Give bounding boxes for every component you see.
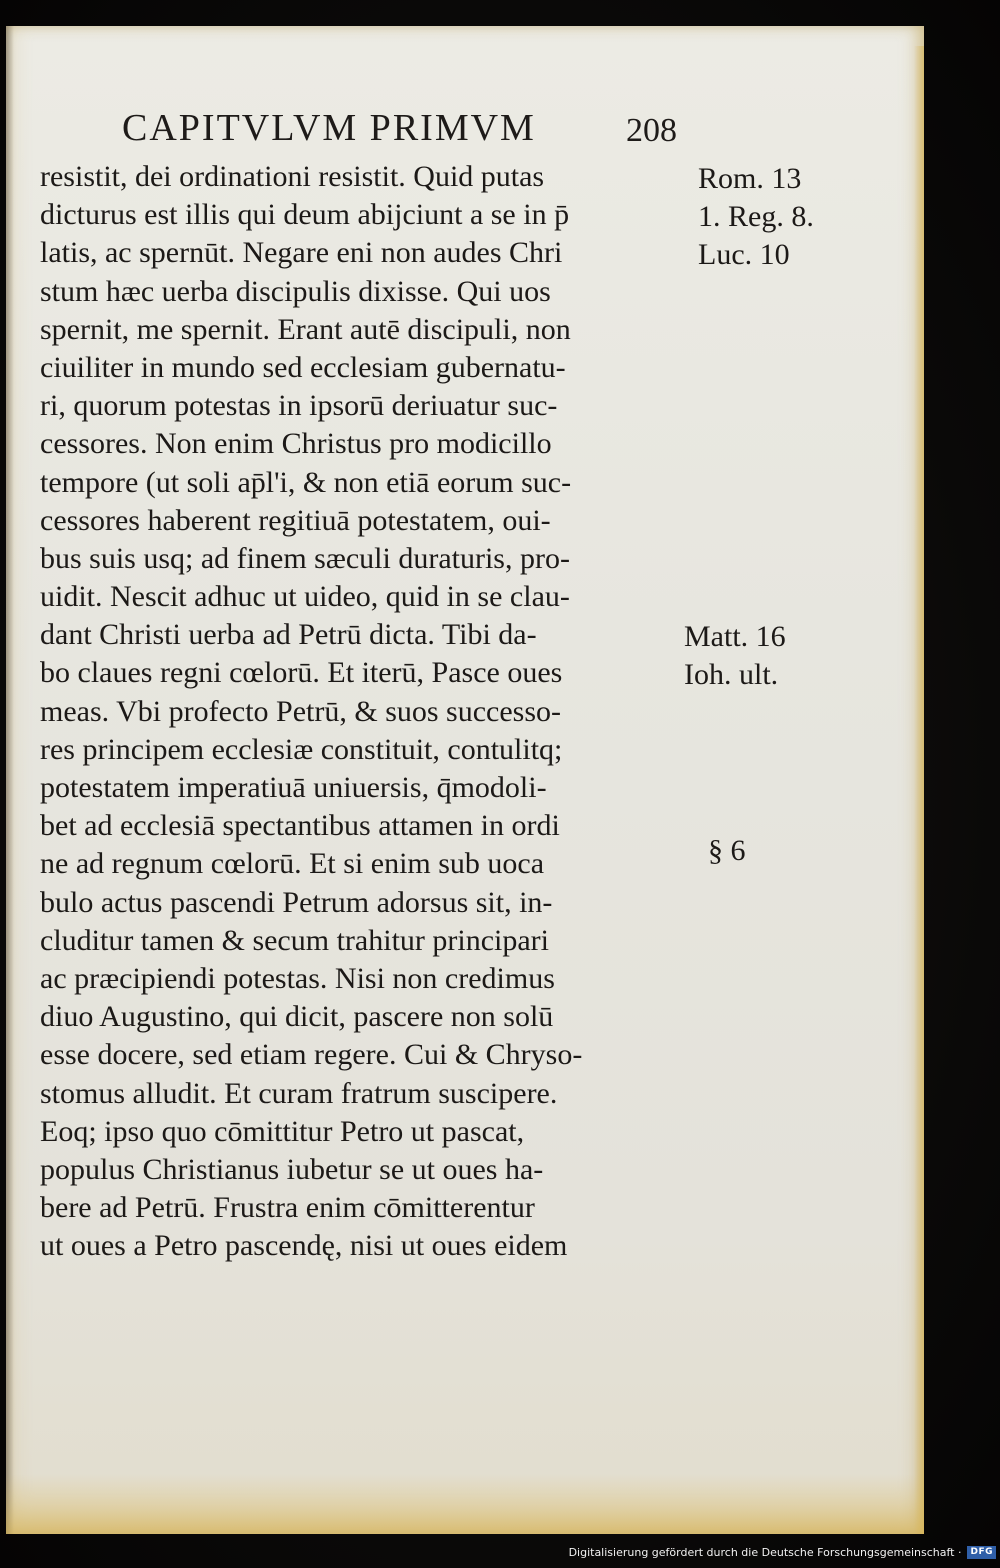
text-line: cluditur tamen & secum trahitur principari [40, 923, 550, 957]
text-line: populus Christianus iubetur se ut oues ha- [40, 1152, 544, 1186]
text-line: uidit. Nescit adhuc ut uideo, quid in se clau- [40, 580, 570, 614]
marginal-note-rom: Rom. 13 [698, 162, 802, 195]
text-line: stum hæc uerba discipulis dixisse. Qui uos [40, 274, 551, 308]
text-line: bus suis usq; ad finem sæculi duraturis, pro- [40, 541, 570, 575]
marginal-note-reg: 1. Reg. 8. [698, 200, 814, 233]
page-edge-stain-bottom [6, 1474, 924, 1534]
text-line: cessores. Non enim Christus pro modicillo [40, 427, 552, 461]
digitization-credit [569, 1538, 996, 1566]
text-line: latis, ac spernūt. Negare eni non audes Chri [40, 236, 563, 270]
body-text [40, 158, 690, 1265]
page-edge-stain-right [914, 46, 924, 1534]
text-line: ne ad regnum cœlorū. Et si enim sub uoca [40, 847, 545, 881]
text-line: bulo actus pascendi Petrum adorsus sit, in- [40, 885, 553, 919]
text-line: stomus alludit. Et curam fratrum suscipere. [40, 1076, 558, 1110]
text-line: cessores haberent regitiuā potestatem, oui- [40, 503, 551, 537]
text-line: tempore (ut soli ap̄l'i, & non etiā eorum suc- [40, 465, 572, 499]
text-line: res principem ecclesiæ constituit, contulitq; [40, 732, 563, 766]
text-line: spernit, me spernit. Erant autē discipuli, non [40, 312, 571, 346]
text-line: bo claues regni cœlorū. Et iterū, Pasce oues [40, 656, 563, 690]
text-line: bere ad Petrū. Frustra enim cōmitterentur [40, 1191, 535, 1225]
marginal-note-matt: Matt. 16 [684, 620, 786, 653]
text-line: potestatem imperatiuā uniuersis, q̄modoli- [40, 771, 547, 804]
credit-text: Digitalisierung gefördert durch die Deutsche Forschungsgemeinschaft · [568, 1545, 962, 1559]
text-line: diuo Augustino, qui dicit, pascere non solū [40, 1000, 554, 1034]
text-line: dant Christi uerba ad Petrū dicta. Tibi da- [40, 618, 537, 652]
marginal-note-ioh: Ioh. ult. [684, 658, 779, 691]
text-line: Eoq; ipso quo cōmittitur Petro ut pascat, [40, 1114, 525, 1148]
text-line: bet ad ecclesiā spectantibus attamen in ordi [40, 809, 560, 843]
marginal-note-luc: Luc. 10 [698, 238, 790, 271]
running-head: CAPITVLVM PRIMVM [122, 107, 536, 149]
text-line: esse docere, sed etiam regere. Cui & Chryso- [40, 1038, 583, 1072]
text-line: meas. Vbi profecto Petrū, & suos successo- [40, 694, 562, 728]
text-line: ciuiliter in mundo sed ecclesiam gubernatu- [40, 350, 566, 384]
text-line: ac præcipiendi potestas. Nisi non credimus [40, 961, 555, 995]
text-line: dicturus est illis qui deum abijciunt a se in p̄ [40, 198, 570, 232]
text-line: ut oues a Petro pascendę, nisi ut oues eidem [40, 1229, 568, 1263]
page-number: 208 [626, 112, 677, 149]
dfg-logo-icon: DFG [967, 1546, 996, 1559]
gutter-shadow [6, 26, 14, 1534]
marginal-note-section: § 6 [708, 834, 746, 867]
text-line: resistit, dei ordinationi resistit. Quid putas [40, 160, 545, 193]
text-line: ri, quorum potestas in ipsorū deriuatur suc- [40, 389, 558, 423]
